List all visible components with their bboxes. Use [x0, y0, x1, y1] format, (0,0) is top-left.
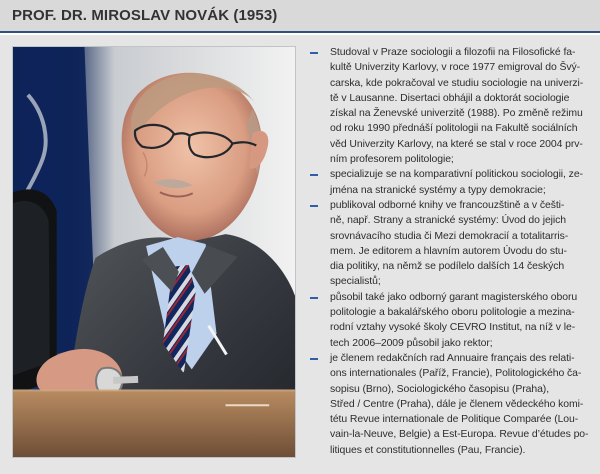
- bullet-dash-icon: [310, 52, 318, 54]
- portrait-photo: [12, 46, 296, 458]
- bio-item-education: [310, 45, 596, 167]
- bio-line: ním profesorem politologie;: [330, 154, 454, 166]
- portrait-illustration: [13, 47, 295, 457]
- bio-line: Studoval v Praze sociologii a filozofii na Filosofické fa-: [330, 47, 576, 58]
- bio-line: jména na stranické systémy a typy demokracie;: [330, 184, 546, 196]
- bio-line: kultě Univerzity Karlovy, v roce 1977 emigroval do Švý-: [330, 62, 581, 74]
- page-title: PROF. DR. MIROSLAV NOVÁK (1953): [12, 7, 278, 24]
- bio-line: politologie a bakalářského oboru politologie a mezina-: [330, 307, 575, 319]
- bio-line: ně, např. Strany a stranické systémy: Úvod do jejich: [330, 215, 567, 227]
- bio-line: srovnávacího studia či Mezi demokracií a totalitarris-: [330, 230, 569, 242]
- bio-line: tech 2006–2009 působil jako rektor;: [330, 337, 493, 349]
- bio-line: Střed / Centre (Praha), dále je členem vědeckého komi-: [330, 398, 584, 410]
- header-bar: [0, 0, 600, 33]
- bio-item-publications: [310, 198, 596, 290]
- bio-line: dia politiky, na němž se podílelo dalších 14 českých: [330, 261, 565, 273]
- bio-line: rodní vztahy vysoké školy CEVRO Institut, na níž v le-: [330, 322, 576, 334]
- bio-line: sopisu (Brno), Sociologického časopisu (Praha),: [330, 383, 550, 395]
- bullet-dash-icon: [310, 297, 318, 299]
- left-sleeve-shadow: [13, 201, 50, 375]
- bio-line: působil také jako odborný garant magisterského oboru: [330, 291, 578, 303]
- bio-line: je členem redakčních rad Annuaire français des relati-: [330, 352, 575, 364]
- bio-line: ons internationales (Paříž, Francie), Politologického ča-: [330, 368, 582, 380]
- bio-line: mem. Je editorem a hlavním autorem Úvodu do stu-: [330, 245, 567, 257]
- bio-line: získal na Ženevské univerzitě (1988). Po změně režimu: [330, 108, 583, 120]
- bio-line: specializuje se na komparativní politickou sociologii, ze-: [330, 169, 583, 181]
- bio-line: carska, kde pokračoval ve studiu sociologie na univerzi-: [330, 77, 584, 89]
- bio-item-cevro: [310, 290, 596, 351]
- biography-list: [310, 45, 596, 458]
- bio-item-specialization: [310, 167, 596, 198]
- bio-line: vain-la-Neuve, Belgie) a Est-Europa. Revue d’études po-: [330, 429, 589, 441]
- bullet-dash-icon: [310, 205, 318, 207]
- bio-line: publikoval odborné knihy ve francouzštině a v češti-: [330, 199, 565, 211]
- bio-line: specialistů;: [330, 276, 381, 288]
- bio-line: tě v Lausanne. Disertaci obhájil a doktorát sociologie: [330, 92, 570, 104]
- bio-line: od roku 1990 přednáší politologii na Fakultě sociálních: [330, 123, 578, 135]
- bio-item-editorial-boards: [310, 351, 596, 458]
- bio-line: tétu Revue internationale de Politique Comparée (Lou-: [330, 414, 579, 426]
- wooden-table: [13, 390, 295, 457]
- bullet-dash-icon: [310, 358, 318, 360]
- bullet-dash-icon: [310, 174, 318, 176]
- bio-line: věd Univerzity Karlovy, na které se stal v roce 2004 prv-: [330, 138, 583, 150]
- shirt-cuff: [113, 379, 138, 380]
- bio-line: litiques et constitutionnelles (Pau, Francie).: [330, 444, 526, 456]
